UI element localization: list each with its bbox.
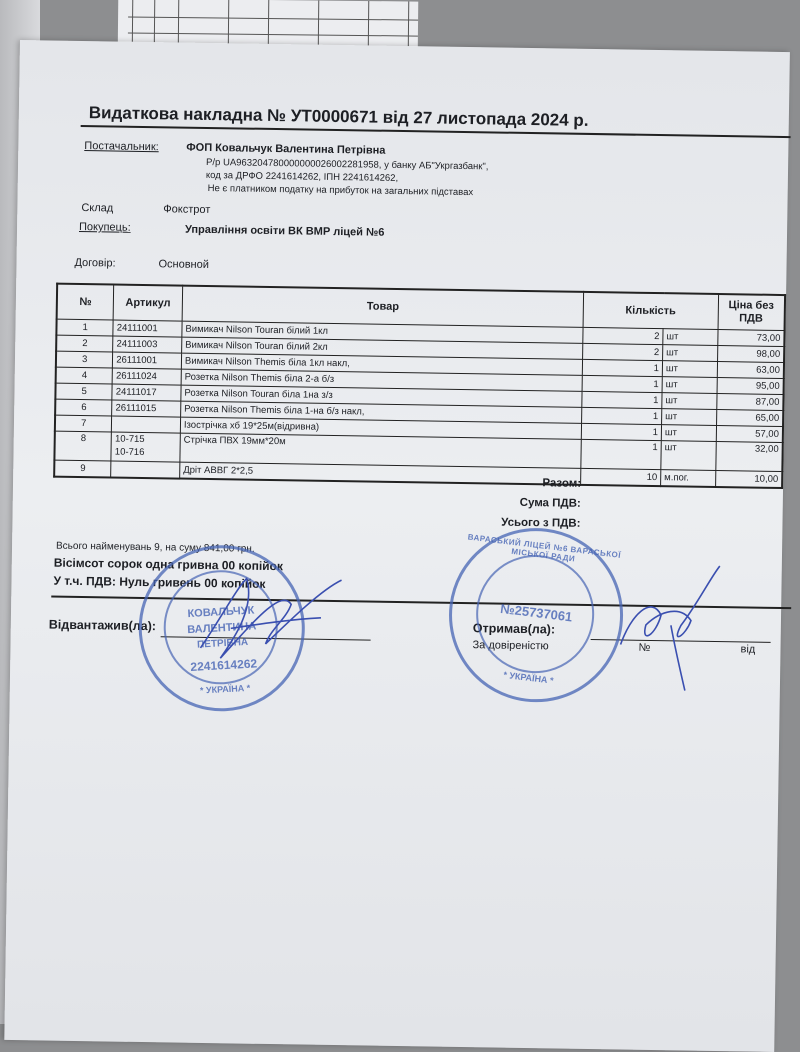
invoice-title: Видаткова накладна № УТ0000671 від 27 листопада 2024 р.	[88, 103, 589, 130]
row-unit: шт	[663, 329, 718, 346]
row-qty: 1	[582, 359, 662, 376]
row-name: Вимикач Nilson Themis біла 1кл накл,	[181, 353, 582, 375]
contract-value: Основной	[158, 258, 210, 271]
row-article	[111, 461, 180, 479]
row-price: 32,00	[715, 441, 782, 471]
row-price: 63,00	[717, 361, 784, 378]
stamp-name-2: ВАЛЕНТИНА	[187, 620, 257, 637]
sum-label: Разом:	[542, 477, 582, 490]
row-num: 1	[56, 319, 113, 336]
row-article: 24111001	[113, 320, 182, 337]
row-price: 10,00	[715, 470, 782, 488]
goods-table	[53, 283, 786, 489]
row-unit: шт	[663, 345, 718, 362]
supplier-account: Р/р UA963204780000000026002281958, у банку АБ"Укргазбанк",	[206, 156, 489, 173]
row-name: Розетка Nilson Touran біла 1на з/з	[181, 385, 582, 407]
row-num: 2	[56, 335, 113, 352]
row-name: Дріт АВВГ 2*2,5	[180, 462, 581, 485]
row-name: Стрічка ПВХ 19мм*20м	[180, 433, 581, 468]
row-unit: шт	[662, 377, 717, 394]
header-price: Ціна без ПДВ	[718, 294, 785, 331]
row-article-line2: 10-716	[114, 446, 145, 459]
row-qty: 2	[583, 343, 663, 360]
row-price: 65,00	[716, 409, 783, 426]
row-qty: 1	[581, 423, 661, 440]
row-price: 98,00	[717, 345, 784, 362]
row-unit: шт	[661, 425, 716, 442]
row-qty: 10	[581, 468, 661, 486]
row-num: 9	[54, 460, 111, 477]
row-num: 6	[55, 399, 112, 416]
stamp-name-3: ПЕТРІВНА	[196, 636, 249, 651]
row-name: Розетка Nilson Themis біла 1-на б/з накл,	[181, 401, 582, 423]
row-unit: шт	[662, 409, 717, 426]
row-num: 3	[56, 351, 113, 368]
row-unit: шт	[662, 393, 717, 410]
row-qty: 2	[583, 327, 663, 344]
row-price: 73,00	[717, 329, 784, 346]
row-unit: шт	[661, 441, 716, 471]
invoice-sheet	[4, 40, 790, 1052]
buyer-value: Управління освіти ВК ВМР ліцей №6	[184, 223, 385, 239]
row-qty: 1	[582, 407, 662, 424]
contract-label: Договір:	[74, 256, 116, 270]
row-article-line1: 10-715	[114, 433, 145, 446]
row-article	[112, 416, 181, 433]
row-price: 57,00	[716, 425, 783, 442]
vat-label: Сума ПДВ:	[519, 496, 581, 510]
row-qty: 1	[582, 375, 662, 392]
proxy-date-label: від	[740, 643, 756, 656]
stamp-ring-text: ВАРАСЬКИЙ ЛІЦЕЙ №6 ВАРАСЬКОЇ МІСЬКОЇ РАДИ	[467, 532, 622, 564]
header-name: Товар	[182, 286, 584, 328]
row-num: 7	[55, 415, 112, 432]
row-unit: шт	[662, 361, 717, 378]
proxy-number-label: №	[638, 641, 651, 654]
warehouse-value: Фокстрот	[163, 203, 211, 217]
row-name: Вимикач Nilson Touran білий 1кл	[182, 321, 583, 343]
stamp-name-1: КОВАЛЬЧУК	[187, 604, 255, 621]
header-article: Артикул	[113, 285, 182, 322]
row-price: 87,00	[716, 393, 783, 410]
row-unit: м.пог.	[661, 470, 716, 487]
row-qty: 1	[581, 439, 661, 469]
proxy-label: За довіреністю	[472, 639, 549, 653]
stamp-code: 2241614262	[190, 656, 258, 674]
row-article: 26111001	[113, 352, 182, 369]
header-qty: Кількість	[583, 292, 718, 330]
stamp-country: * УКРАЇНА *	[199, 682, 251, 696]
shipped-label: Відвантажив(ла):	[48, 617, 157, 634]
buyer-label: Покупець:	[78, 220, 131, 234]
total-with-vat-label: Усього з ПДВ:	[501, 516, 581, 530]
row-num: 8	[54, 431, 111, 461]
amount-in-words: Вісімсот сорок одна гривна 00 копійок	[53, 555, 284, 574]
row-price: 95,00	[717, 377, 784, 394]
row-name: Розетка Nilson Themis біла 2-а б/з	[181, 369, 582, 391]
items-count-line: Всього найменувань 9, на суму 841,00 грн.	[55, 540, 255, 555]
stamp-right-country: * УКРАЇНА *	[502, 669, 555, 686]
row-article: 24111017	[112, 384, 181, 401]
vat-in-words: У т.ч. ПДВ: Нуль гривень 00 копійок	[53, 573, 266, 591]
stamp-right-code: №25737061	[499, 600, 574, 625]
supplier-label: Постачальник:	[84, 140, 159, 154]
row-num: 5	[55, 383, 112, 400]
supplier-name: ФОП Ковальчук Валентина Петрівна	[186, 141, 386, 157]
row-article: 26111015	[112, 400, 181, 417]
row-num: 4	[56, 367, 113, 384]
header-num: №	[57, 284, 114, 320]
row-article: 24111003	[113, 336, 182, 353]
supplier-tax-note: Не є платником податку на прибуток на загальних підставах	[207, 182, 474, 199]
row-qty: 1	[582, 391, 662, 408]
received-label: Отримав(ла):	[472, 621, 556, 637]
row-name: Вимикач Nilson Touran білий 2кл	[182, 337, 583, 359]
row-name: Ізострічка хб 19*25м(відривна)	[180, 417, 581, 439]
warehouse-label: Склад	[81, 201, 114, 215]
row-article: 26111024	[112, 368, 181, 385]
row-article	[111, 432, 180, 462]
supplier-codes: код за ДРФО 2241614262, ІПН 2241614262,	[205, 169, 399, 184]
